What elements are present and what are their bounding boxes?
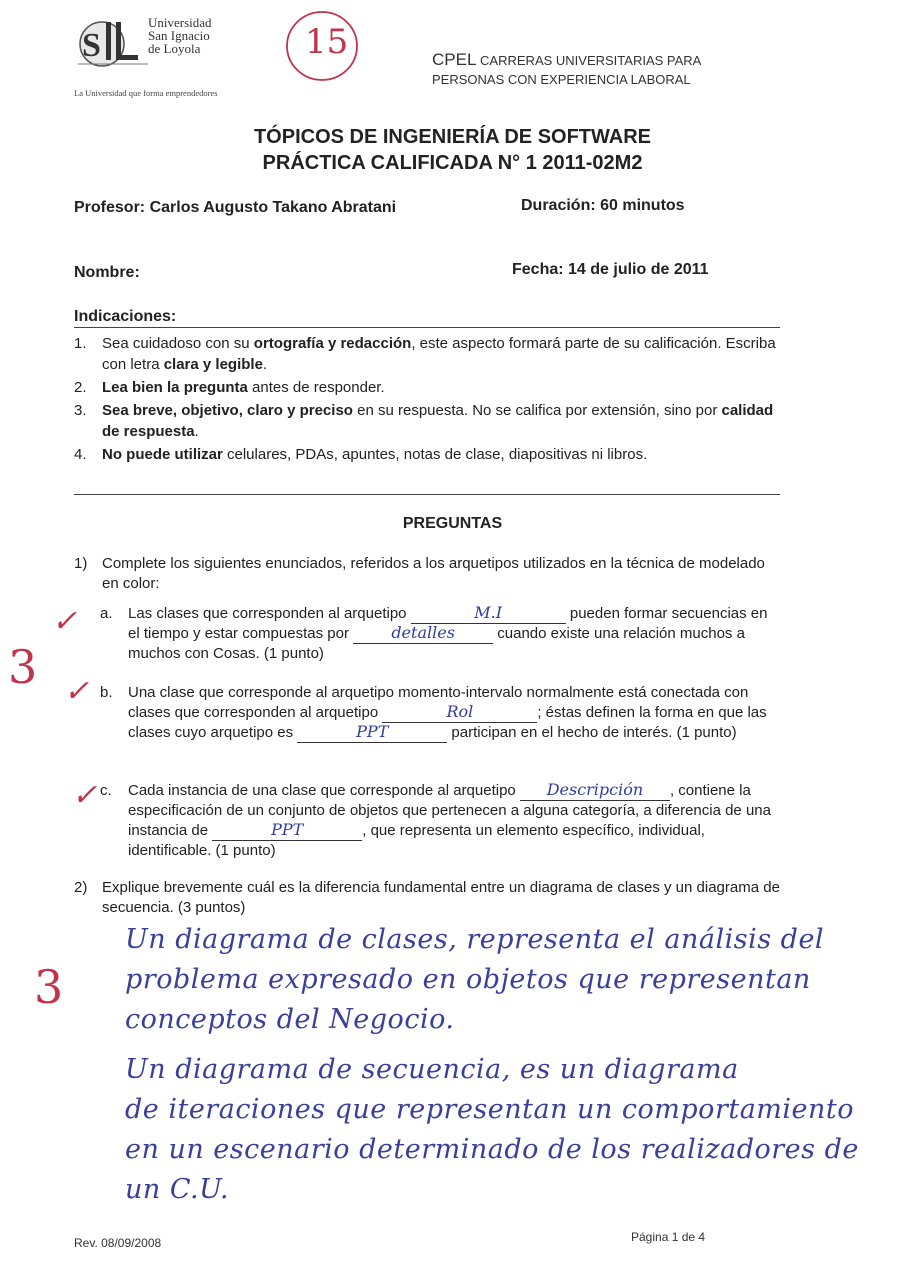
item-text: Cada instancia de una clase que corresponde al arquetipo [128, 782, 520, 799]
handwritten-line: problema expresado en objetos que representan [125, 964, 811, 995]
cpel-header [432, 50, 701, 89]
handwritten-line: Un diagrama de secuencia, es un diagrama [125, 1054, 739, 1085]
grade-mark [283, 6, 361, 84]
indicacion-item [74, 377, 780, 398]
item-text: , contiene la especificación de un conjunto de objetos que pertenecen a alguna categoría, a diferencia de una instancia de [128, 782, 771, 839]
indicacion-item [74, 333, 780, 375]
cpel-line2: PERSONAS CON EXPERIENCIA LABORAL [432, 72, 691, 87]
handwritten-answer: Rol [446, 702, 474, 721]
exam-subtitle: PRÁCTICA CALIFICADA N° 1 2011-02M2 [262, 152, 643, 174]
answer-blank [353, 625, 493, 644]
indicacion-emphasis: calidad de respuesta [102, 402, 774, 440]
answer-blank [520, 782, 670, 801]
item-label: b. [100, 684, 113, 701]
question-1c [100, 781, 780, 861]
university-logo [76, 16, 150, 68]
indicacion-text: en su respuesta. No se califica por extensión, sino por [352, 402, 722, 419]
indicacion-emphasis: Lea bien la pregunta [102, 379, 248, 396]
score-mark: 3 [8, 640, 38, 694]
question-2 [74, 878, 780, 918]
indicacion-text: Sea cuidadoso con su [102, 335, 254, 352]
indicacion-text: . [194, 423, 199, 440]
handwritten-line: en un escenario determinado de los realizadores de [125, 1134, 859, 1165]
indicaciones-list [74, 333, 780, 467]
university-name-line: de Loyola [148, 41, 201, 56]
question-number: 2) [74, 879, 88, 896]
university-name [148, 16, 212, 55]
indicacion-item [74, 444, 780, 465]
university-name-line: Universidad [148, 15, 212, 30]
item-text: ; éstas definen la forma en que las clases cuyo arquetipo es [128, 704, 767, 741]
question-number: 1) [74, 555, 88, 572]
indicacion-number: 1. [74, 335, 87, 352]
handwritten-answer-block [125, 920, 885, 1210]
indicacion-emphasis: ortografía y redacción [253, 335, 412, 352]
indicaciones-heading: Indicaciones: [74, 308, 177, 325]
item-text: participan en el hecho de interés. (1 punto) [447, 724, 737, 741]
indicacion-text: . [262, 356, 268, 373]
indicacion-text: antes de responder. [247, 379, 385, 396]
question-text: Explique brevemente cuál es la diferencia fundamental entre un diagrama de clases y un diagrama de secuencia. (3 puntos) [102, 879, 780, 916]
grade-value: 15 [305, 22, 349, 62]
item-label: a. [100, 605, 113, 622]
page-number: Página 1 de 4 [631, 1230, 706, 1244]
handwritten-answer: PPT [356, 722, 389, 741]
item-text: pueden formar secuencias en el tiempo y estar compuestas por [128, 605, 768, 642]
handwritten-answer: PPT [271, 820, 304, 839]
indicacion-number: 3. [74, 402, 87, 419]
divider [74, 327, 780, 328]
question-1 [74, 554, 780, 594]
university-tagline: La Universidad que forma emprendedores [74, 88, 218, 98]
handwritten-line: conceptos del Negocio. [125, 1004, 455, 1035]
question-1a [100, 604, 780, 664]
indicacion-emphasis: clara y legible [163, 356, 263, 373]
cpel-acronym: CPEL [432, 50, 477, 69]
handwritten-line: de iteraciones que representan un comportamiento [125, 1094, 855, 1125]
indicacion-number: 2. [74, 379, 87, 396]
check-mark: ✓ [52, 604, 78, 639]
item-text: Las clases que corresponden al arquetipo [128, 605, 411, 622]
indicacion-emphasis: Sea breve, objetivo, claro y preciso [102, 402, 353, 419]
handwritten-answer: Descripción [546, 780, 644, 799]
indicacion-text: celulares, PDAs, apuntes, notas de clase, diapositivas ni libros. [222, 446, 648, 463]
university-name-line: San Ignacio [148, 28, 210, 43]
answer-blank [382, 704, 537, 723]
item-text: cuando existe una relación muchos a muchos con Cosas. (1 punto) [128, 625, 745, 662]
item-text: , que representa un elemento específico, individual, identificable. (1 punto) [128, 822, 705, 859]
handwritten-answer: M.I [474, 603, 503, 622]
cpel-line1: CARRERAS UNIVERSITARIAS PARA [480, 53, 702, 68]
check-mark: ✓ [72, 778, 98, 813]
indicacion-text: , este aspecto formará parte de su calificación. Escriba con letra [102, 335, 776, 373]
score-mark: 3 [34, 960, 64, 1014]
revision-date: Rev. 08/09/2008 [74, 1236, 162, 1250]
indicacion-emphasis: No puede utilizar [102, 446, 223, 463]
nombre-label: Nombre: [74, 264, 140, 281]
profesor-label: Profesor: Carlos Augusto Takano Abratani [74, 199, 397, 216]
answer-blank [297, 724, 447, 743]
handwritten-answer: detalles [391, 623, 455, 642]
handwritten-line: Un diagrama de clases, representa el análisis del [125, 924, 825, 955]
duracion-label: Duración: 60 minutos [521, 197, 685, 214]
indicacion-number: 4. [74, 446, 87, 463]
handwritten-line: un C.U. [125, 1174, 229, 1205]
exam-title: TÓPICOS DE INGENIERÍA DE SOFTWARE [253, 126, 652, 148]
answer-blank [212, 822, 362, 841]
item-label: c. [100, 782, 112, 799]
check-mark: ✓ [64, 674, 90, 709]
question-text: Complete los siguientes enunciados, referidos a los arquetipos utilizados en la técnica de modelado en color: [102, 555, 765, 592]
preguntas-heading: PREGUNTAS [402, 515, 503, 532]
svg-text:S: S [82, 27, 101, 64]
divider [74, 494, 780, 495]
indicacion-item [74, 400, 780, 442]
item-text: Una clase que corresponde al arquetipo momento-intervalo normalmente está conectada con clases que corresponden al arquetipo [128, 684, 749, 721]
question-1b [100, 683, 780, 743]
answer-blank [411, 605, 566, 624]
fecha-label: Fecha: 14 de julio de 2011 [512, 261, 709, 278]
